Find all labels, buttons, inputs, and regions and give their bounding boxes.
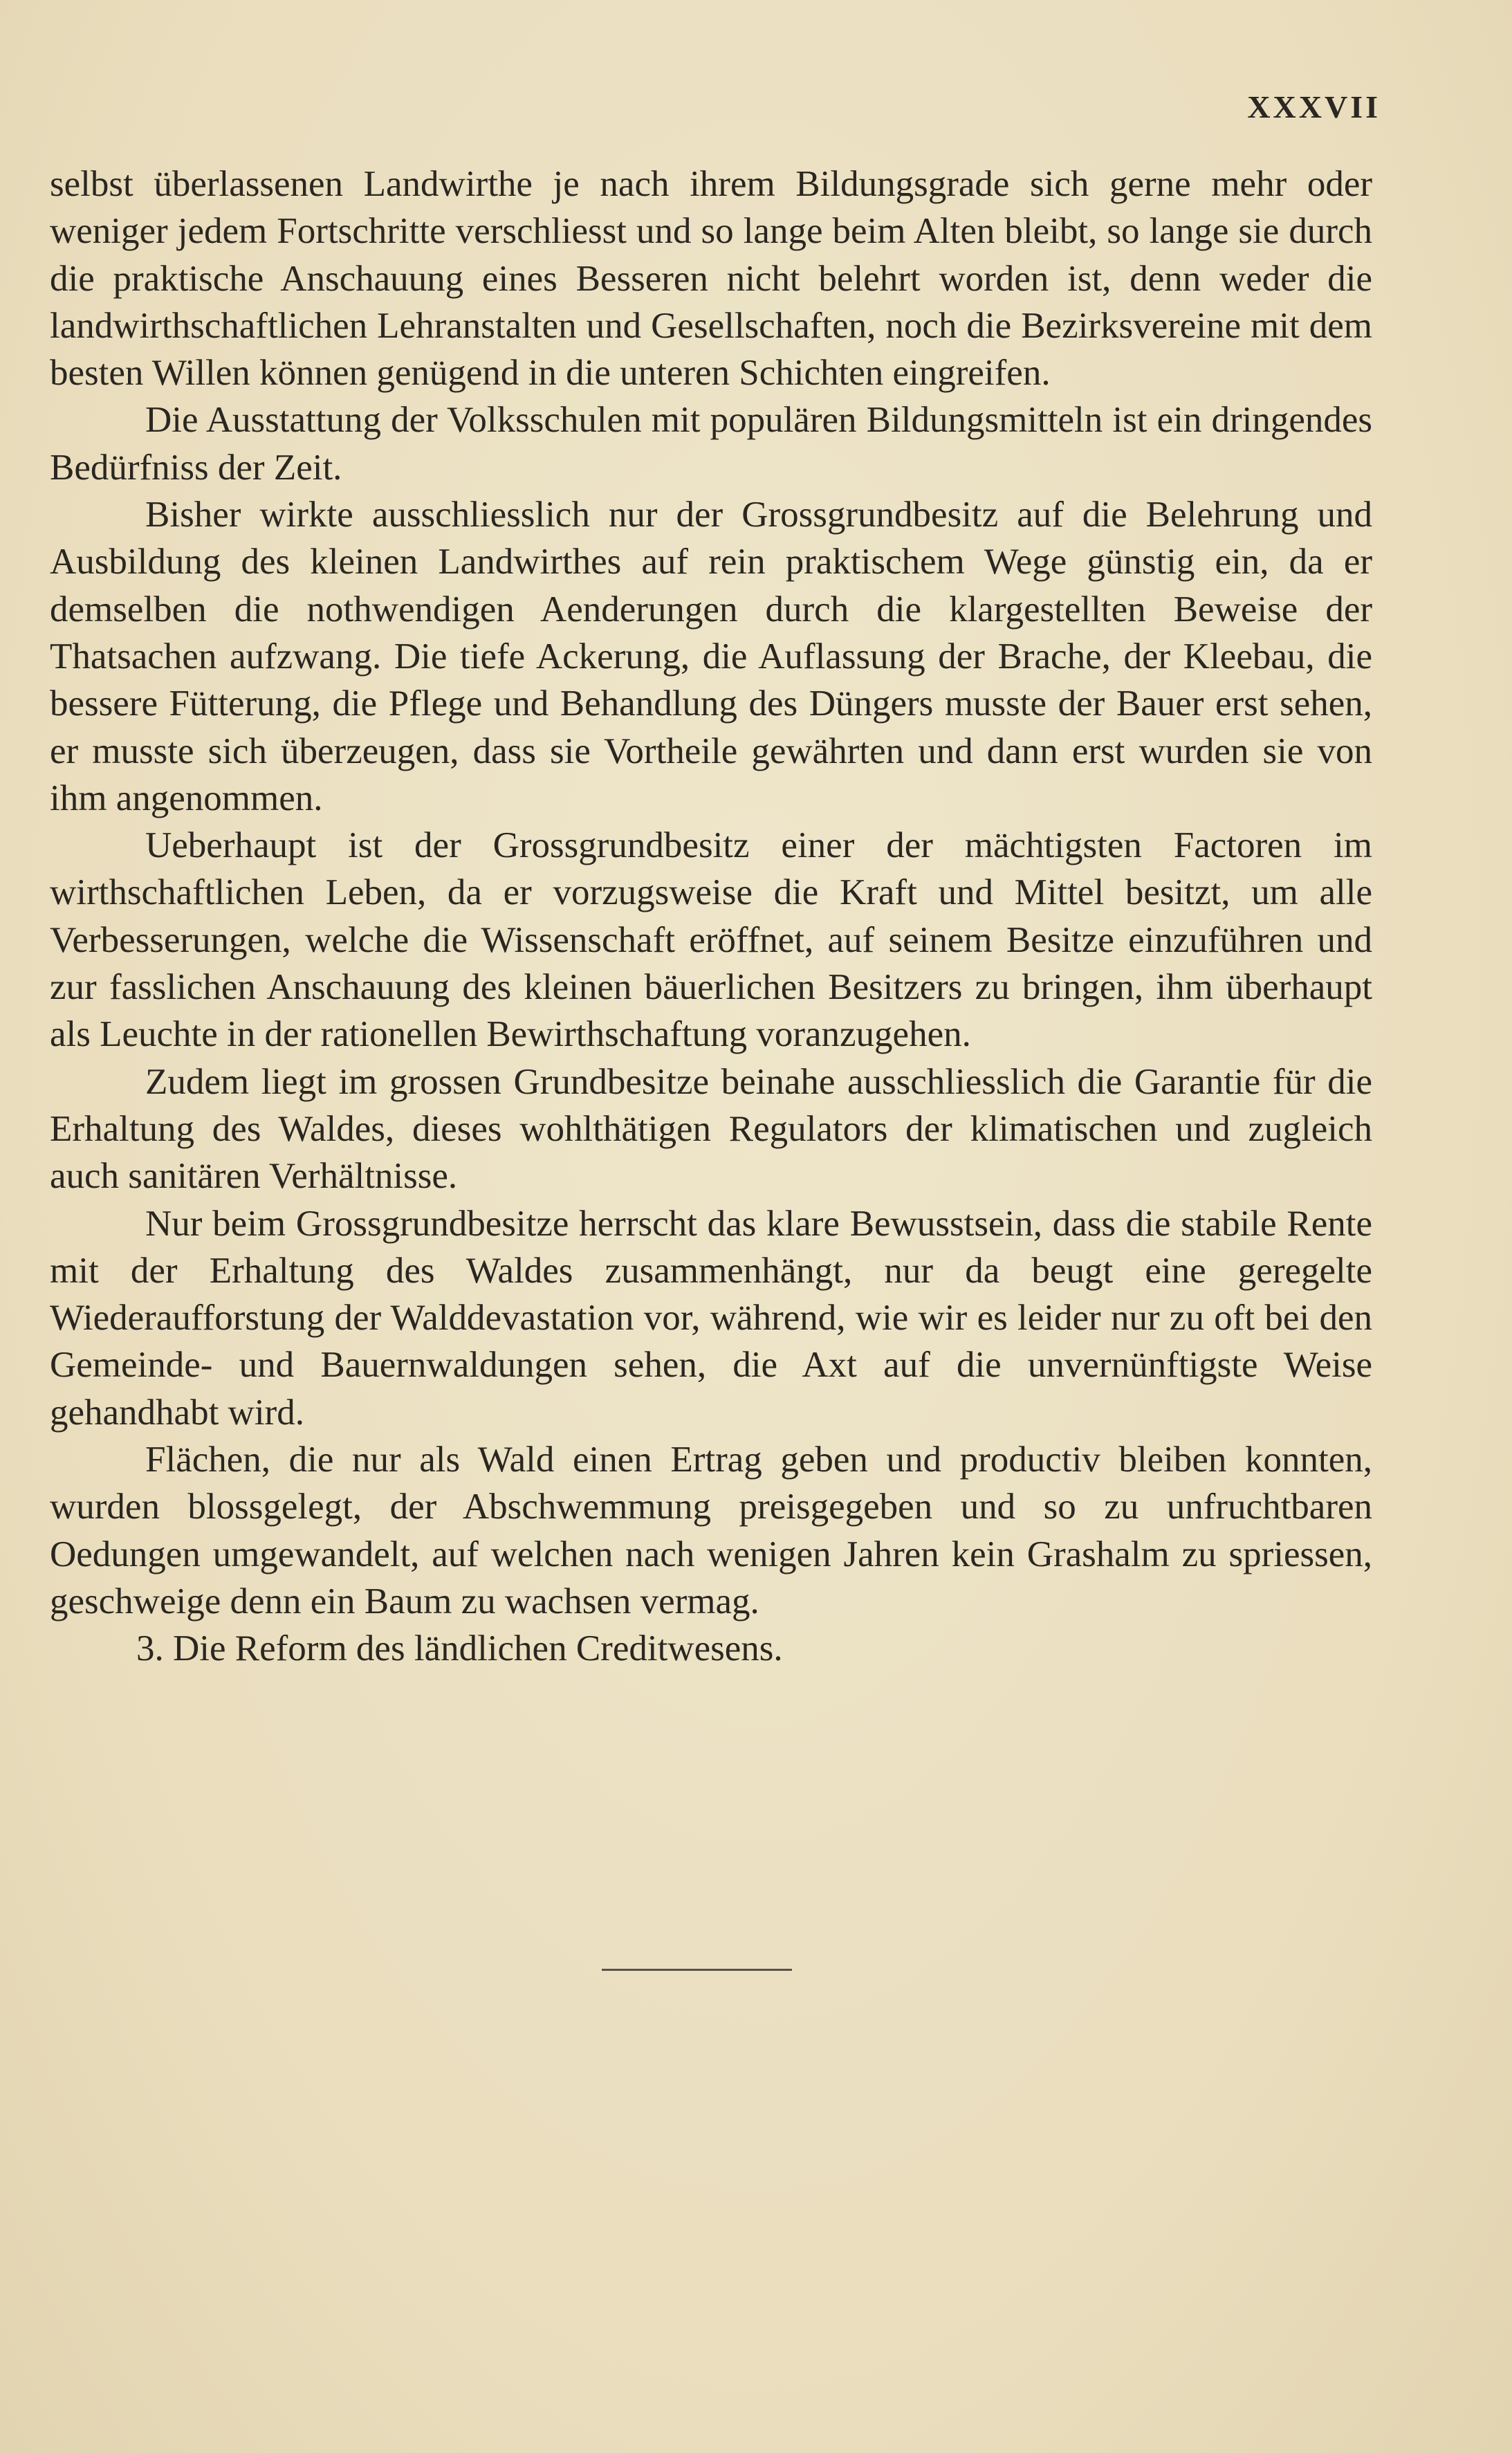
page-number: XXXVII <box>1247 89 1381 125</box>
paragraph-2: Die Ausstattung der Volksschulen mit populären Bildungsmitteln ist ein dringendes Bedürfniss der Zeit. <box>50 400 1372 488</box>
paragraph-5: Zudem liegt im grossen Grundbesitze beinahe ausschliesslich die Garantie für die Erhaltung des Waldes, dieses wohlthätigen Regulators der klimatischen und zugleich auch sanitären Verhältnisse. <box>50 1061 1372 1197</box>
paragraph-4: Ueberhaupt ist der Grossgrundbesitz einer der mächtigsten Factoren im wirthschaftlichen Leben, da er vorzugsweise die Kraft und Mittel besitzt, um alle Verbesserungen, welche die Wissenschaft eröffnet, auf seinem Besitze einzuführen und zur fasslichen Anschauung des kleinen bäuerlichen Besitzers zu bringen, ihm überhaupt als Leuchte in der rationellen Bewirthschaftung voranzugehen. <box>50 825 1372 1055</box>
paragraph-6: Nur beim Grossgrundbesitze herrscht das klare Bewusstsein, dass die stabile Rente mit der Erhaltung des Waldes zusammenhängt, nur da beugt eine geregelte Wiederaufforstung der Walddevastation vor, während, wie wir es leider nur zu oft bei den Gemeinde- und Bauernwaldungen sehen, die Axt auf die unvernünftigste Weise gehandhabt wird. <box>50 1203 1372 1433</box>
paragraph-1: selbst überlassenen Landwirthe je nach ihrem Bildungsgrade sich gerne mehr oder weniger jedem Fortschritte verschliesst und so lange beim Alten bleibt, so lange sie durch die praktische Anschauung eines Besseren nicht belehrt worden ist, denn weder die landwirthschaftlichen Lehranstalten und Gesellschaften, noch die Bezirksvereine mit dem besten Willen können genügend in die unteren Schichten eingreifen. <box>50 164 1372 394</box>
section-heading: 3. Die Reform des ländlichen Creditwesens. <box>136 1628 783 1669</box>
section-divider-rule <box>602 1969 792 1971</box>
body-text <box>50 160 1372 1673</box>
paragraph-7: Flächen, die nur als Wald einen Ertrag geben und productiv bleiben konnten, wurden blossgelegt, der Abschwemmung preisgegeben und so zu unfruchtbaren Oedungen umgewandelt, auf welchen nach wenigen Jahren kein Grashalm zu spriessen, geschweige denn ein Baum zu wachsen vermag. <box>50 1440 1372 1621</box>
paragraph-3: Bisher wirkte ausschliesslich nur der Grossgrundbesitz auf die Belehrung und Ausbildung des kleinen Landwirthes auf rein praktischem Wege günstig ein, da er demselben die nothwendigen Aenderungen durch die klargestellten Beweise der Thatsachen aufzwang. Die tiefe Ackerung, die Auflassung der Brache, der Kleebau, die bessere Fütterung, die Pflege und Behandlung des Düngers musste der Bauer erst sehen, er musste sich überzeugen, dass sie Vortheile gewährten und dann erst wurden sie von ihm angenommen. <box>50 495 1372 818</box>
